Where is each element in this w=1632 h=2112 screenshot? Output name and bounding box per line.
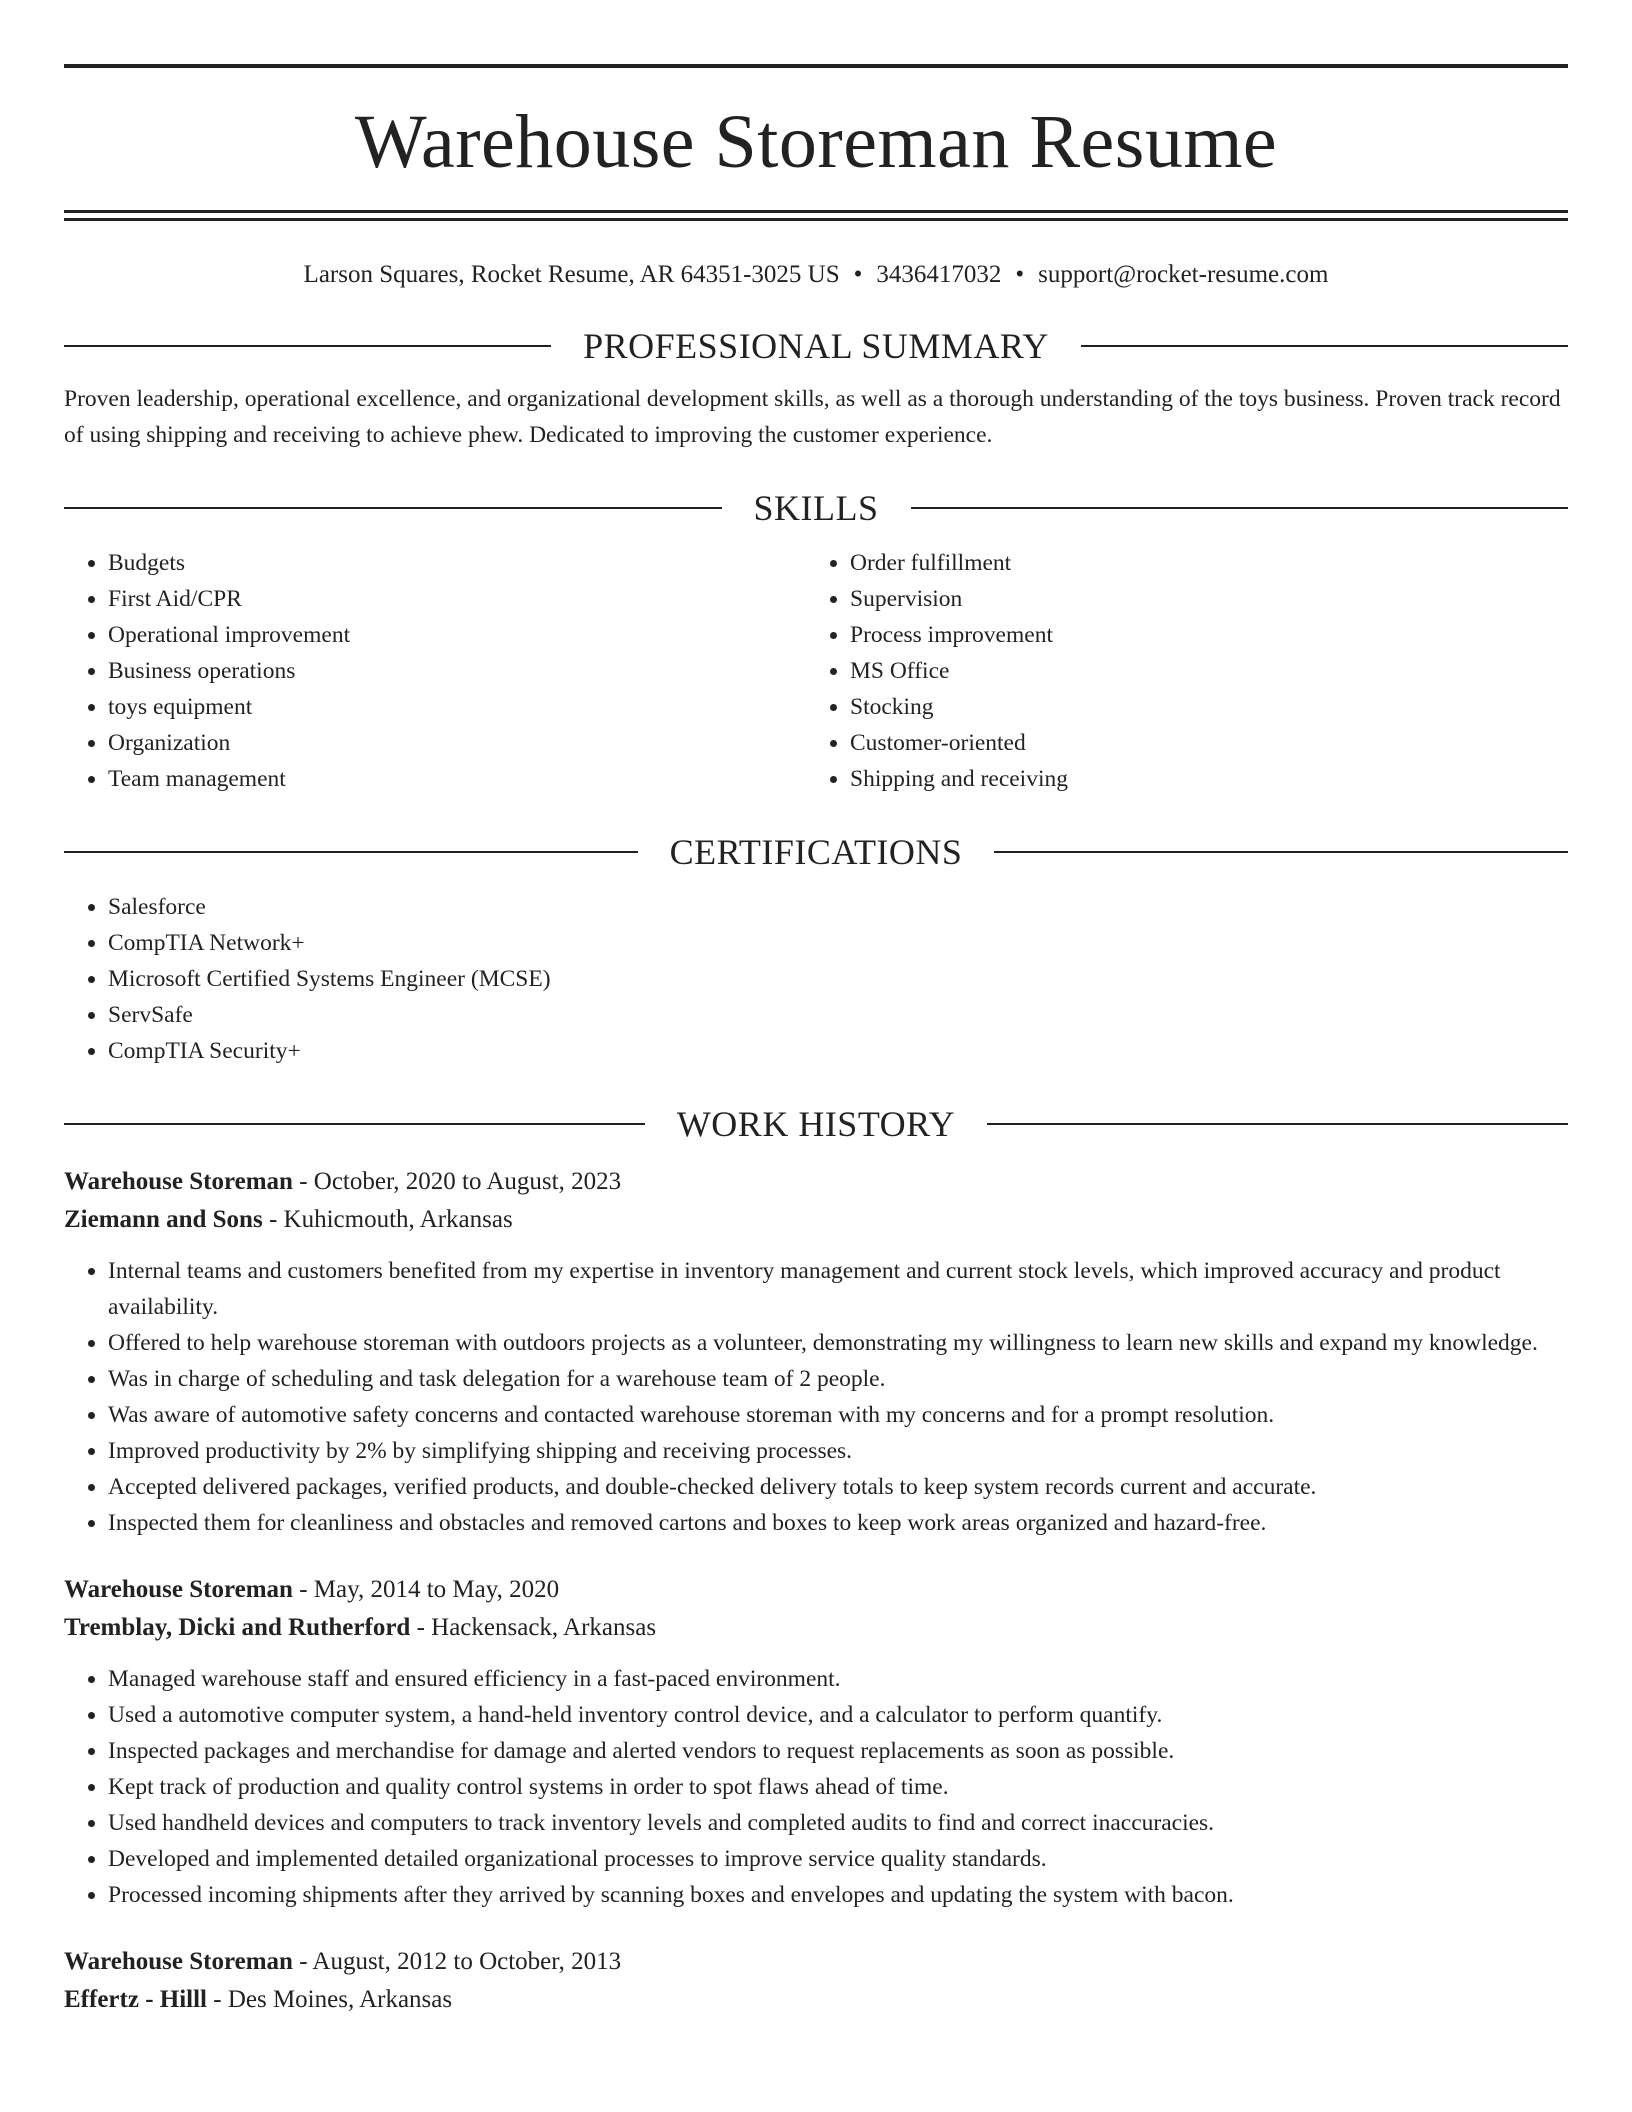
skill-item: • Customer-oriented	[850, 725, 1548, 761]
job-bullets	[64, 1661, 1568, 1913]
job-company: Effertz - Hilll	[64, 1986, 207, 2013]
skill-item: • Process improvement	[850, 617, 1548, 653]
skills-header	[64, 487, 1568, 529]
job-dates: - August, 2012 to October, 2013	[292, 1948, 622, 1975]
skill-item: • Business operations	[108, 653, 806, 689]
certifications-header	[64, 831, 1568, 873]
job-company-line	[64, 1201, 1568, 1239]
job-title-line	[64, 1163, 1568, 1201]
job-bullet: • Inspected packages and merchandise for damage and alerted vendors to request replacements as soon as possible.	[108, 1733, 1568, 1769]
divider-right	[987, 1123, 1568, 1125]
job-bullet: • Internal teams and customers benefited from my expertise in inventory management and current stock levels, which improved accuracy and product availability.	[108, 1253, 1568, 1325]
job-title-line	[64, 1571, 1568, 1609]
job-company: Tremblay, Dicki and Rutherford	[64, 1614, 411, 1641]
certification-item: • CompTIA Security+	[108, 1033, 1568, 1069]
divider-right	[1081, 345, 1568, 347]
skills-column-left	[64, 545, 806, 797]
job-bullet: • Inspected them for cleanliness and obstacles and removed cartons and boxes to keep work areas organized and hazard-free.	[108, 1505, 1568, 1541]
top-rule	[64, 64, 1568, 68]
contact-phone: 3436417032	[876, 261, 1002, 288]
skill-item: • toys equipment	[108, 689, 806, 725]
job-title: Warehouse Storeman	[64, 1168, 293, 1195]
contact-address: Larson Squares, Rocket Resume, AR 64351-3025 US	[303, 261, 840, 288]
divider-left	[64, 507, 722, 509]
job-company-line	[64, 1609, 1568, 1647]
skills-heading: SKILLS	[753, 488, 879, 528]
summary-text: Proven leadership, operational excellence, and organizational development skills, as well as a thorough understanding of the toys business. Proven track record of using shipping and receiving to achieve phew. Dedicated to improving the customer experience.	[64, 386, 1561, 448]
divider-right	[911, 507, 1569, 509]
job-location: - Des Moines, Arkansas	[207, 1986, 453, 2013]
job-entry	[64, 1571, 1568, 1913]
divider-right	[994, 851, 1568, 853]
skill-item: • First Aid/CPR	[108, 581, 806, 617]
skill-item: • Stocking	[850, 689, 1548, 725]
certifications-heading: CERTIFICATIONS	[669, 832, 963, 872]
skill-item: • Operational improvement	[108, 617, 806, 653]
contact-line	[64, 259, 1568, 291]
skill-item: • Shipping and receiving	[850, 761, 1548, 797]
certifications-list	[64, 889, 1568, 1069]
skills-column-right	[806, 545, 1548, 797]
job-bullet: • Was in charge of scheduling and task delegation for a warehouse team of 2 people.	[108, 1361, 1568, 1397]
skills-list	[64, 545, 1568, 797]
job-dates: - October, 2020 to August, 2023	[292, 1168, 622, 1195]
work-history-heading: WORK HISTORY	[676, 1104, 956, 1144]
work-history-header	[64, 1103, 1568, 1145]
job-bullet: • Developed and implemented detailed organizational processes to improve service quality standards.	[108, 1841, 1568, 1877]
contact-separator: •	[1015, 261, 1025, 288]
job-location: - Hackensack, Arkansas	[410, 1614, 657, 1641]
job-bullet: • Used handheld devices and computers to track inventory levels and completed audits to find and correct inaccuracies.	[108, 1805, 1568, 1841]
page-title: Warehouse Storeman Resume	[354, 100, 1278, 184]
skill-item: • Order fulfillment	[850, 545, 1548, 581]
job-entry	[64, 1943, 1568, 2019]
job-bullet: • Was aware of automotive safety concerns and contacted warehouse storeman with my concerns and for a prompt resolution.	[108, 1397, 1568, 1433]
job-entry	[64, 1163, 1568, 1541]
summary-heading: PROFESSIONAL SUMMARY	[583, 326, 1049, 366]
job-title: Warehouse Storeman	[64, 1948, 293, 1975]
certification-item: • ServSafe	[108, 997, 1568, 1033]
skill-item: • Team management	[108, 761, 806, 797]
skill-item: • Supervision	[850, 581, 1548, 617]
job-location: - Kuhicmouth, Arkansas	[262, 1206, 513, 1233]
job-bullet: • Used a automotive computer system, a hand-held inventory control device, and a calculator to perform quantify.	[108, 1697, 1568, 1733]
skill-item: • Organization	[108, 725, 806, 761]
job-bullets	[64, 1253, 1568, 1541]
job-title-line	[64, 1943, 1568, 1981]
divider-left	[64, 851, 638, 853]
job-bullet: • Offered to help warehouse storeman with outdoors projects as a volunteer, demonstrating my willingness to learn new skills and expand my knowledge.	[108, 1325, 1568, 1361]
divider-left	[64, 345, 551, 347]
certification-item: • Salesforce	[108, 889, 1568, 925]
job-company-line	[64, 1981, 1568, 2019]
job-dates: - May, 2014 to May, 2020	[292, 1576, 560, 1603]
divider-left	[64, 1123, 645, 1125]
job-bullet: • Improved productivity by 2% by simplifying shipping and receiving processes.	[108, 1433, 1568, 1469]
certification-item: • Microsoft Certified Systems Engineer (MCSE)	[108, 961, 1568, 997]
title-double-rule	[64, 210, 1568, 221]
resume-page	[64, 64, 1568, 2019]
skill-item: • MS Office	[850, 653, 1548, 689]
skill-item: • Budgets	[108, 545, 806, 581]
contact-email: support@rocket-resume.com	[1038, 261, 1329, 288]
job-bullet: • Accepted delivered packages, verified products, and double-checked delivery totals to keep system records current and accurate.	[108, 1469, 1568, 1505]
job-company: Ziemann and Sons	[64, 1206, 263, 1233]
job-title: Warehouse Storeman	[64, 1576, 293, 1603]
job-bullet: • Managed warehouse staff and ensured efficiency in a fast-paced environment.	[108, 1661, 1568, 1697]
job-bullet: • Kept track of production and quality control systems in order to spot flaws ahead of time.	[108, 1769, 1568, 1805]
contact-separator: •	[853, 261, 863, 288]
job-bullet: • Processed incoming shipments after they arrived by scanning boxes and envelopes and updating the system with bacon.	[108, 1877, 1568, 1913]
summary-header	[64, 325, 1568, 367]
certification-item: • CompTIA Network+	[108, 925, 1568, 961]
